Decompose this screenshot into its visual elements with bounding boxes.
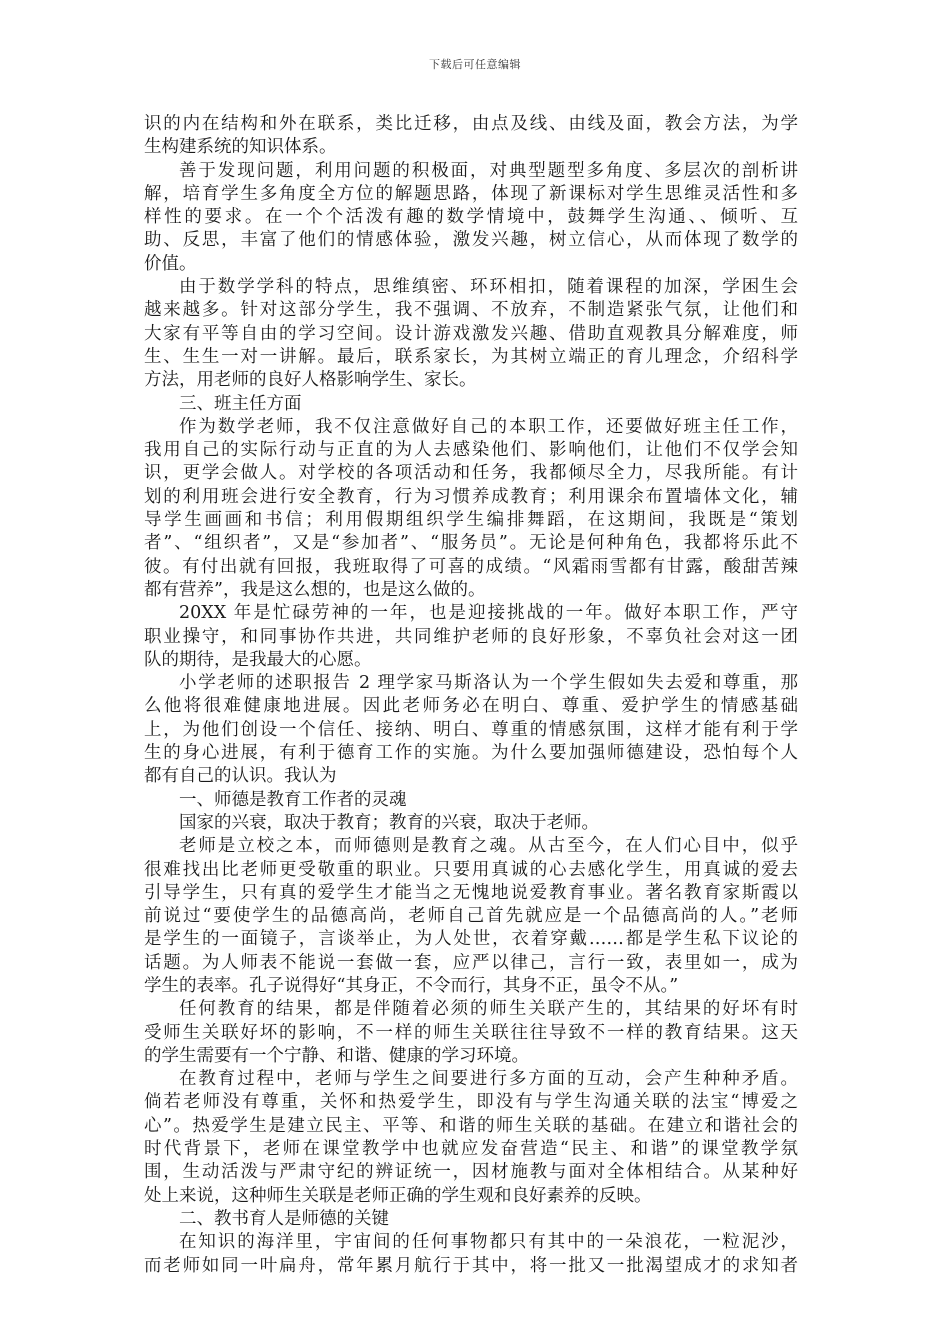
page-header: 下载后可任意编辑 <box>429 58 521 71</box>
text-line: 识的内在结构和外在联系，类比迁移，由点及线、由线及面，教会方法，为学 <box>144 114 798 134</box>
text-line: 的学生需要有一个宁静、和谐、健康的学习环境。 <box>144 1045 529 1066</box>
text-line: 都有自己的认识。我认为 <box>144 766 337 787</box>
text-line: 话题。为人师表不能说一套做一套，应严以律己，言行一致，表里如一，成为 <box>144 952 798 973</box>
text-line: 在教育过程中，老师与学生之间要进行多方面的互动，会产生种种矛盾。 <box>179 1069 798 1090</box>
text-line: 由于数学学科的特点，思维缜密、环环相扣，随着课程的加深，学困生会 <box>179 277 798 298</box>
text-line: 前说过“要使学生的品德高尚，老师自己首先就应是一个品德高尚的人。”老师 <box>144 906 798 927</box>
text-line: 作为数学老师，我不仅注意做好自己的本职工作，还要做好班主任工作， <box>179 416 798 437</box>
text-line: 解，培育学生多角度全方位的解题思路，体现了新课标对学生思维灵活性和多 <box>144 183 798 204</box>
text-line: 上，为他们创设一个信任、接纳、明白、尊重的情感氛围，这样才能有利于学 <box>144 719 798 740</box>
text-line: 一、师德是教育工作者的灵魂 <box>179 789 407 810</box>
text-line: 而老师如同一叶扁舟，常年累月航行于其中，将一批又一批渴望成才的求知者 <box>144 1255 798 1276</box>
document-body <box>144 113 798 1278</box>
text-line: 老师是立校之本，而师德则是教育之魂。从古至今，在人们心目中，似乎 <box>179 836 798 857</box>
text-line: 三、班主任方面 <box>179 393 302 414</box>
text-line: 是学生的一面镜子，言谈举止，为人处世，衣着穿戴……都是学生私下议论的 <box>144 929 798 950</box>
text-line: 二、教书育人是师德的关键 <box>179 1208 389 1229</box>
text-line: 导学生画画和书信；利用假期组织学生编排舞蹈，在这期间，我既是“策划 <box>144 510 798 531</box>
text-line: 么他将很难健康地进展。因此老师务必在明白、尊重、爱护学生的情感基础 <box>144 696 798 717</box>
text-line: 时代背景下，老师在课堂教学中也就应发奋营造“民主、和谐”的课堂教学氛 <box>144 1139 798 1160</box>
text-line: 识，更学会做人。对学校的各项活动和任务，我都倾尽全力，尽我所能。有计 <box>144 463 798 484</box>
text-line: 彼。有付出就有回报，我班取得了可喜的成绩。“风霜雨雪都有甘露，酸甜苦辣 <box>144 556 798 577</box>
text-line: 生、生生一对一讲解。最后，联系家长，为其树立端正的育儿理念，介绍科学 <box>144 346 798 367</box>
text-line: 国家的兴衰，取决于教育；教育的兴衰，取决于老师。 <box>179 812 599 833</box>
text-line: 划的利用班会进行安全教育，行为习惯养成教育；利用课余布置墙体文化，辅 <box>144 486 798 507</box>
text-line: 处上来说，这种师生关联是老师正确的学生观和良好素养的反映。 <box>144 1185 652 1206</box>
text-line: 都有营养”，我是这么想的，也是这么做的。 <box>144 579 486 600</box>
text-line: 越来越多。针对这部分学生，我不强调、不放弃，不制造紧张气氛，让他们和 <box>144 300 798 321</box>
text-line: 价值。 <box>144 253 197 274</box>
text-line: 在知识的海洋里，宇宙间的任何事物都只有其中的一朵浪花，一粒泥沙， <box>179 1232 798 1253</box>
text-line: 学生的表率。孔子说得好“其身正，不令而行，其身不正，虽令不从。” <box>144 975 679 996</box>
text-line: 方法，用老师的良好人格影响学生、家长。 <box>144 370 477 391</box>
text-line: 心”。热爱学生是建立民主、平等、和谐的师生关联的基础。在建立和谐社会的 <box>144 1115 798 1136</box>
text-line: 围，生动活泼与严肃守纪的辨证统一，因材施教与面对全体相结合。从某种好 <box>144 1162 798 1183</box>
text-line: 20XX 年是忙碌劳神的一年，也是迎接挑战的一年。做好本职工作，严守 <box>179 603 798 624</box>
text-line: 职业操守，和同事协作共进，共同维护老师的良好形象，不辜负社会对这一团 <box>144 626 798 647</box>
text-line: 引导学生，只有真的爱学生才能当之无愧地说爱教育事业。著名教育家斯霞以 <box>144 882 798 903</box>
text-line: 生的身心进展，有利于德育工作的实施。为什么要加强师德建设，恐怕每个人 <box>144 743 798 764</box>
text-line: 善于发现问题，利用问题的积极面，对典型题型多角度、多层次的剖析讲 <box>179 160 798 181</box>
text-line: 倘若老师没有尊重，关怀和热爱学生，即没有与学生沟通关联的法宝“博爱之 <box>144 1092 798 1113</box>
text-line: 样性的要求。在一个个活泼有趣的数学情境中，鼓舞学生沟通、、倾听、互 <box>144 207 798 228</box>
text-line: 很难找出比老师更受敬重的职业。只要用真诚的心去感化学生，用真诚的爱去 <box>144 859 798 880</box>
text-line: 者”、“组织者”，又是“参加者”、“服务员”。无论是何种角色，我都将乐此不 <box>144 533 798 554</box>
text-line: 任何教育的结果，都是伴随着必须的师生关联产生的，其结果的好坏有时 <box>179 999 798 1020</box>
text-line: 生构建系统的知识体系。 <box>144 137 337 158</box>
text-line: 小学老师的述职报告 2 理学家马斯洛认为一个学生假如失去爱和尊重，那 <box>179 673 798 694</box>
text-line: 助、反思，丰富了他们的情感体验，激发兴趣，树立信心，从而体现了数学的 <box>144 230 798 251</box>
text-line: 我用自己的实际行动与正直的为人去感染他们、影响他们，让他们不仅学会知 <box>144 440 798 461</box>
text-line: 大家有平等自由的学习空间。设计游戏激发兴趣、借助直观教具分解难度，师 <box>144 323 798 344</box>
text-line: 受师生关联好坏的影响，不一样的师生关联往往导致不一样的教育结果。这天 <box>144 1022 798 1043</box>
text-line: 队的期待，是我最大的心愿。 <box>144 649 372 670</box>
